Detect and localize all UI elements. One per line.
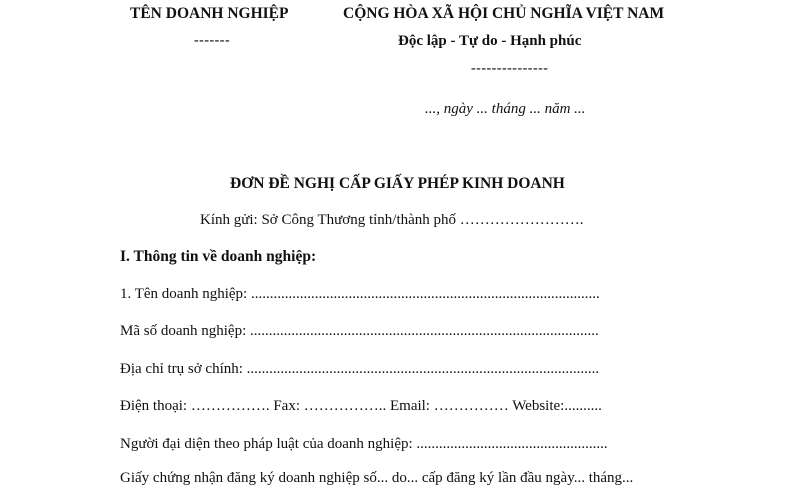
company-separator: ------- — [194, 33, 231, 48]
recipient-line: Kính gửi: Sở Công Thương tỉnh/thành phố ……………………. — [200, 212, 584, 228]
company-name: TÊN DOANH NGHIỆP — [130, 5, 289, 22]
field-head-office-address: Địa chỉ trụ sở chính: .............................................................................................. — [120, 361, 600, 377]
field-contact-info: Điện thoại: ……………. Fax: …………….. Email: …………… Website:.......... — [120, 398, 602, 414]
motto-separator: --------------- — [471, 61, 549, 76]
section-heading: I. Thông tin về doanh nghiệp: — [120, 248, 317, 265]
field-registration-certificate: Giấy chứng nhận đăng ký doanh nghiệp số... do... cấp đăng ký lần đầu ngày... tháng... — [120, 470, 634, 486]
motto: Độc lập - Tự do - Hạnh phúc — [398, 33, 582, 49]
nation-title: CỘNG HÒA XÃ HỘI CHỦ NGHĨA VIỆT NAM — [343, 5, 665, 22]
field-company-name: 1. Tên doanh nghiệp: ............................................................................................. — [120, 286, 600, 302]
field-legal-representative: Người đại diện theo pháp luật của doanh nghiệp: ................................................... — [120, 436, 608, 452]
field-tax-code: Mã số doanh nghiệp: ............................................................................................. — [120, 323, 599, 339]
date-line: ..., ngày ... tháng ... năm ... — [425, 101, 586, 117]
form-title: ĐƠN ĐỀ NGHỊ CẤP GIẤY PHÉP KINH DOANH — [230, 175, 565, 192]
